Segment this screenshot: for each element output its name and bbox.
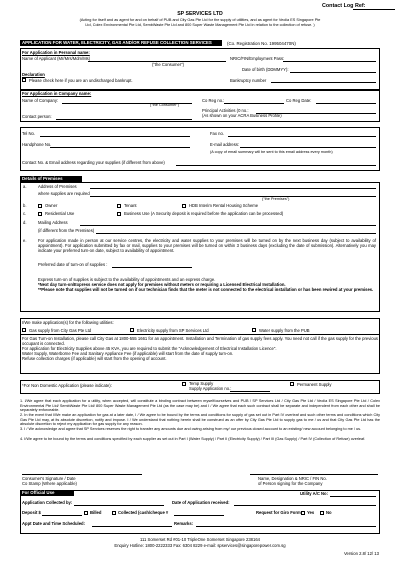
footer-enquiry: Enquiry Hotline: 1800-2222333 Fax: 6304 8229 e-mail: spservices@singaporepower.com.sg <box>114 543 286 548</box>
premises-a-letter: a. <box>23 183 27 189</box>
collected-checkbox[interactable] <box>112 511 116 515</box>
preferred-date-label: Preferred date of turn-on of supplies : <box>38 262 108 267</box>
business-checkbox[interactable] <box>117 212 121 216</box>
giro-yes-label: Yes <box>307 510 315 515</box>
tenant-label: Tenant <box>124 203 137 208</box>
premises-address-line-1[interactable] <box>90 188 376 189</box>
contact-log-ref-label: Contact Log Ref: <box>322 3 366 9</box>
bankrupt-check-label: Please check here if you are an undischarged bankrupt. <box>29 77 133 83</box>
tel-label: Tel No. <box>22 131 36 136</box>
appt-date-label: Appt Date and Time Scheduled: <box>22 521 85 526</box>
premises-address-sub: where supplies are required <box>38 191 90 196</box>
tel-field[interactable] <box>40 136 190 137</box>
owner-checkbox[interactable] <box>38 204 42 208</box>
email-note: (A copy of email summary will be sent to this email address every month) <box>210 150 333 154</box>
supply-application-no-label: Supply Application no.: <box>189 386 232 391</box>
mailing-address-label: Mailing Address <box>38 220 68 225</box>
rewired-note: **Please note that supplies will not be turned on if our technician finds that the meter is not connected to the electrical installation or has been rewired at your premises. <box>38 287 374 292</box>
premises-b-letter: b. <box>23 203 27 208</box>
nric-label: NRIC/FIN/Employment Pass: <box>230 56 285 61</box>
handphone-label: Handphone No. <box>22 142 52 147</box>
giro-no-label: No <box>326 510 332 515</box>
date-received-field[interactable] <box>234 505 376 506</box>
company-name-label: Name of Company: <box>22 98 59 103</box>
company-registration-no: (Co. Registration No. 199504470N) <box>227 40 296 46</box>
header-subtitle-2: Ltd, Colex Environmental Pte Ltd, SembWaste Pte Ltd and 800 Super Waste Management Pte Ltd in relation to the collection of refuse. ) <box>85 22 315 27</box>
applicant-name-label: Name of Applicant (Mr/Mrs/Mdm/Ms) <box>22 56 91 61</box>
water-note: Water Supply, Waterborne Fee and Sanitary Appliance Fee (if applicable) will start from the date of supply turn-on. <box>22 351 234 356</box>
fax-label: Fax no. <box>210 131 224 136</box>
utilities-divider <box>20 334 380 335</box>
business-label: Business Use (A Security deposit is required before the application can be processed) <box>124 211 284 216</box>
co-reg-date-field[interactable] <box>316 103 376 104</box>
temp-supply-checkbox[interactable] <box>182 382 186 386</box>
gas-note: For Gas Turn-on Installation, please call City Gas at 1800-555 1661 for an appointment. Installation and Termination of gas supply fees apply. You need not call if the gas supply for the previous occupant is connected. <box>22 336 378 346</box>
appt-date-field[interactable] <box>92 526 172 527</box>
company-name: SP SERVICES LTD <box>177 11 223 17</box>
co-reg-date-label: Co Reg Date: <box>286 98 312 103</box>
contact-email-field[interactable] <box>176 165 376 166</box>
remarks-label: Remarks: <box>174 521 194 526</box>
acra-note: (As shown on your ACRA Business Profile) <box>202 113 282 118</box>
residential-checkbox[interactable] <box>38 212 42 216</box>
preferred-date-field[interactable] <box>112 267 192 268</box>
mailing-address-line-1[interactable] <box>80 225 376 226</box>
hdb-label: HDB Interim Rental Housing Scheme <box>189 203 259 208</box>
term-2: 2. In the event that I/We make an application for gas at a later date, I / We agree to be bound by the terms and conditions for supply of gas set out in Part IV overleaf and such other terms and conditions which City Gas Pte Ltd may, at its absolute discretion, notify and impose. I / We understand that nothing herein shall be construed as an offer by City Gas Pte Ltd to supply gas to me / us and that City Gas Pte Ltd has the absolute discretion to reject my application for gas supply for any reason. <box>20 413 380 427</box>
contact-person-label: Contact person: <box>22 114 52 119</box>
permanent-supply-label: Permanent Supply <box>297 381 332 387</box>
giro-form-label: Request for Giro Form <box>256 510 301 515</box>
cheque-number-field[interactable] <box>174 515 224 516</box>
official-use-bar: For Official Use <box>20 490 74 496</box>
permanent-supply-checkbox[interactable] <box>290 382 294 386</box>
contact-email-label: Contact No. & Email address regarding your supplies (if different from above) <box>22 160 165 165</box>
signing-person-label: of Person signing for the Company <box>258 481 323 486</box>
water-checkbox[interactable] <box>252 328 256 332</box>
bankrupt-checkbox[interactable] <box>22 78 26 82</box>
contact-log-ref-field[interactable] <box>353 9 395 10</box>
deposit-field[interactable] <box>42 515 82 516</box>
premises-d-letter: d. <box>23 220 27 225</box>
term-1: 1. I/We agree that each application for a utility, when accepted, will constitute a binding contract between myself/ourselves and PUB / SP Services Ltd / City Gas Pte Ltd / Veolia ES Singapore Pte Ltd / Colex Environmental Pte Ltd/ SembWaste Pte Ltd/ 800 Super Waste Management Pte Ltd (as the case may be) and I / We agree that each such contract shall be separate and independent from each other and shall be separately enforceable. <box>20 399 380 413</box>
co-reg-field[interactable] <box>224 103 284 104</box>
term-3: 3. I / We acknowledge and agree that SP Services reserves the right to transfer any amounts due and owing arising from my/ our previous closed account to an existing/ new account belonging to me / us. <box>20 427 362 431</box>
turn-on-info: For application made in person at our service centres, the electricity and water supplies to your premises will be turned on by the next business day (subject to availability of appointment). For application submitted by fax or mail, supplies to your premises will be turned on within 3 business days (excluding the date of submission). Alternatively you may indicate your preferred turn-on date, subject to availability of appointment. <box>38 238 376 253</box>
signing-name-label: Name, Designation & NRIC / FIN No. <box>258 476 327 481</box>
premises-e-letter: e. <box>23 238 27 243</box>
premises-address-label: Address of Premises <box>38 183 77 189</box>
term-4: 4. I/We agree to be bound by the terms and conditions specified by each supplier as set out in Part I (Water Supply) / Part II (Electricity Supply) / Part III (Gas Supply) / Part IV (Collection of Refuse) overleaf. <box>20 437 366 441</box>
date-received-label: Date of Application received: <box>172 500 230 505</box>
express-note: Express turn-on of supplies is subject to the availability of appointments and an express charge. <box>38 277 216 282</box>
email-field[interactable] <box>240 147 376 148</box>
bankruptcy-number-field[interactable] <box>271 82 376 83</box>
premises-bar: Details of Premises <box>20 176 82 182</box>
application-title-bar: APPLICATION FOR WATER, ELECTRICITY, GAS AND/OR REFUSE COLLECTION SERVICES <box>20 40 222 46</box>
giro-no-checkbox[interactable] <box>320 511 324 515</box>
bankruptcy-number-label: Bankruptcy number <box>230 77 267 83</box>
temp-supply-label: Temp Supply <box>189 381 214 386</box>
contact-person-field[interactable] <box>56 119 192 120</box>
non-domestic-label: *For Non Domestic Application (please indicate): <box>22 383 112 388</box>
footer-address: 111 Somerset Rd #01-10 TripleOne Somerset Singapore 238164 <box>140 537 260 542</box>
nric-field[interactable] <box>283 61 376 62</box>
hdb-checkbox[interactable] <box>182 204 186 208</box>
footer-version: Version 2.8/ 12/ 13 <box>344 551 379 556</box>
refuse-note: Refuse collection charges (if applicable) will start from the opening of account. <box>22 356 167 361</box>
declaration-heading: Declaration <box>22 72 45 77</box>
principal-activities-label: Principal Activities (0 no.: <box>202 108 249 113</box>
handphone-field[interactable] <box>50 147 190 148</box>
giro-yes-checkbox[interactable] <box>301 511 305 515</box>
owner-label: Owner <box>45 203 58 208</box>
mailing-address-line-2[interactable] <box>96 233 376 234</box>
signing-person-field[interactable] <box>250 474 378 475</box>
dob-label: Date of birth (DDMMYY): <box>242 67 289 72</box>
electricity-label: Electricity supply from SP Services Ltd <box>137 327 209 333</box>
electricity-checkbox[interactable] <box>130 328 134 332</box>
company-consumer-note: ("the Consumer") <box>150 103 180 107</box>
email-label: E-mail address: <box>210 142 240 147</box>
deposit-label: Deposit $ <box>22 510 41 515</box>
premises-note: ("the Premises") <box>262 196 290 201</box>
personal-consumer-note: ("the Consumer") <box>152 61 185 67</box>
co-reg-label: Co Reg no.: <box>202 98 225 103</box>
electricity-note: For application for Electricity Supplies above 45 KVA, you are required to submit the "Acknowledgement of Electrical Installation Licence". <box>22 346 277 351</box>
water-label: Water supply from the PUB <box>259 327 310 333</box>
premises-c-letter: c. <box>23 211 27 216</box>
utilities-intro: I/We make application(s) for the following utilities: <box>22 320 114 325</box>
consumer-signature-label: Consumer's Signature / Date <box>22 476 76 481</box>
billed-checkbox[interactable] <box>84 511 88 515</box>
tenant-checkbox[interactable] <box>117 204 121 208</box>
gas-checkbox[interactable] <box>22 328 26 332</box>
gas-label: Gas supply from City Gas Pte Ltd <box>29 327 92 333</box>
remarks-field[interactable] <box>196 526 376 527</box>
utility-ac-label: Utility A/C No: <box>300 491 328 496</box>
collected-by-label: Application Collected by: <box>22 500 73 505</box>
premises-address-line-2[interactable] <box>90 196 376 197</box>
header-subtitle-1: (Acting for itself and as agent for and on behalf of PUB and City Gas Pte Ltd for the supply of utilities, and as agent for Veolia ES Singapore Pte <box>79 18 321 22</box>
next-day-note: *Next day turn-on/Express service does not apply for premises without meters or requiring a Licensed Electrical Installation. <box>38 282 286 287</box>
billed-label: Billed <box>90 510 102 515</box>
company-stamp-label: Co Stamp (Where applicable) <box>22 481 77 486</box>
company-heading: For Application in Company name: <box>22 91 92 96</box>
residential-label: Residential Use <box>45 211 75 216</box>
supply-application-no-field[interactable] <box>230 391 270 392</box>
collected-by-field[interactable] <box>74 505 164 506</box>
personal-heading: For Application in Personal name: <box>22 49 90 55</box>
consumer-signature-field[interactable] <box>22 474 142 475</box>
dob-field[interactable] <box>290 72 376 73</box>
fax-field[interactable] <box>228 136 376 137</box>
utility-ac-field[interactable] <box>330 496 376 497</box>
collected-label: Collected (cash/cheque # <box>118 510 169 515</box>
mailing-address-sub: (if different from the Premises) <box>38 228 95 233</box>
